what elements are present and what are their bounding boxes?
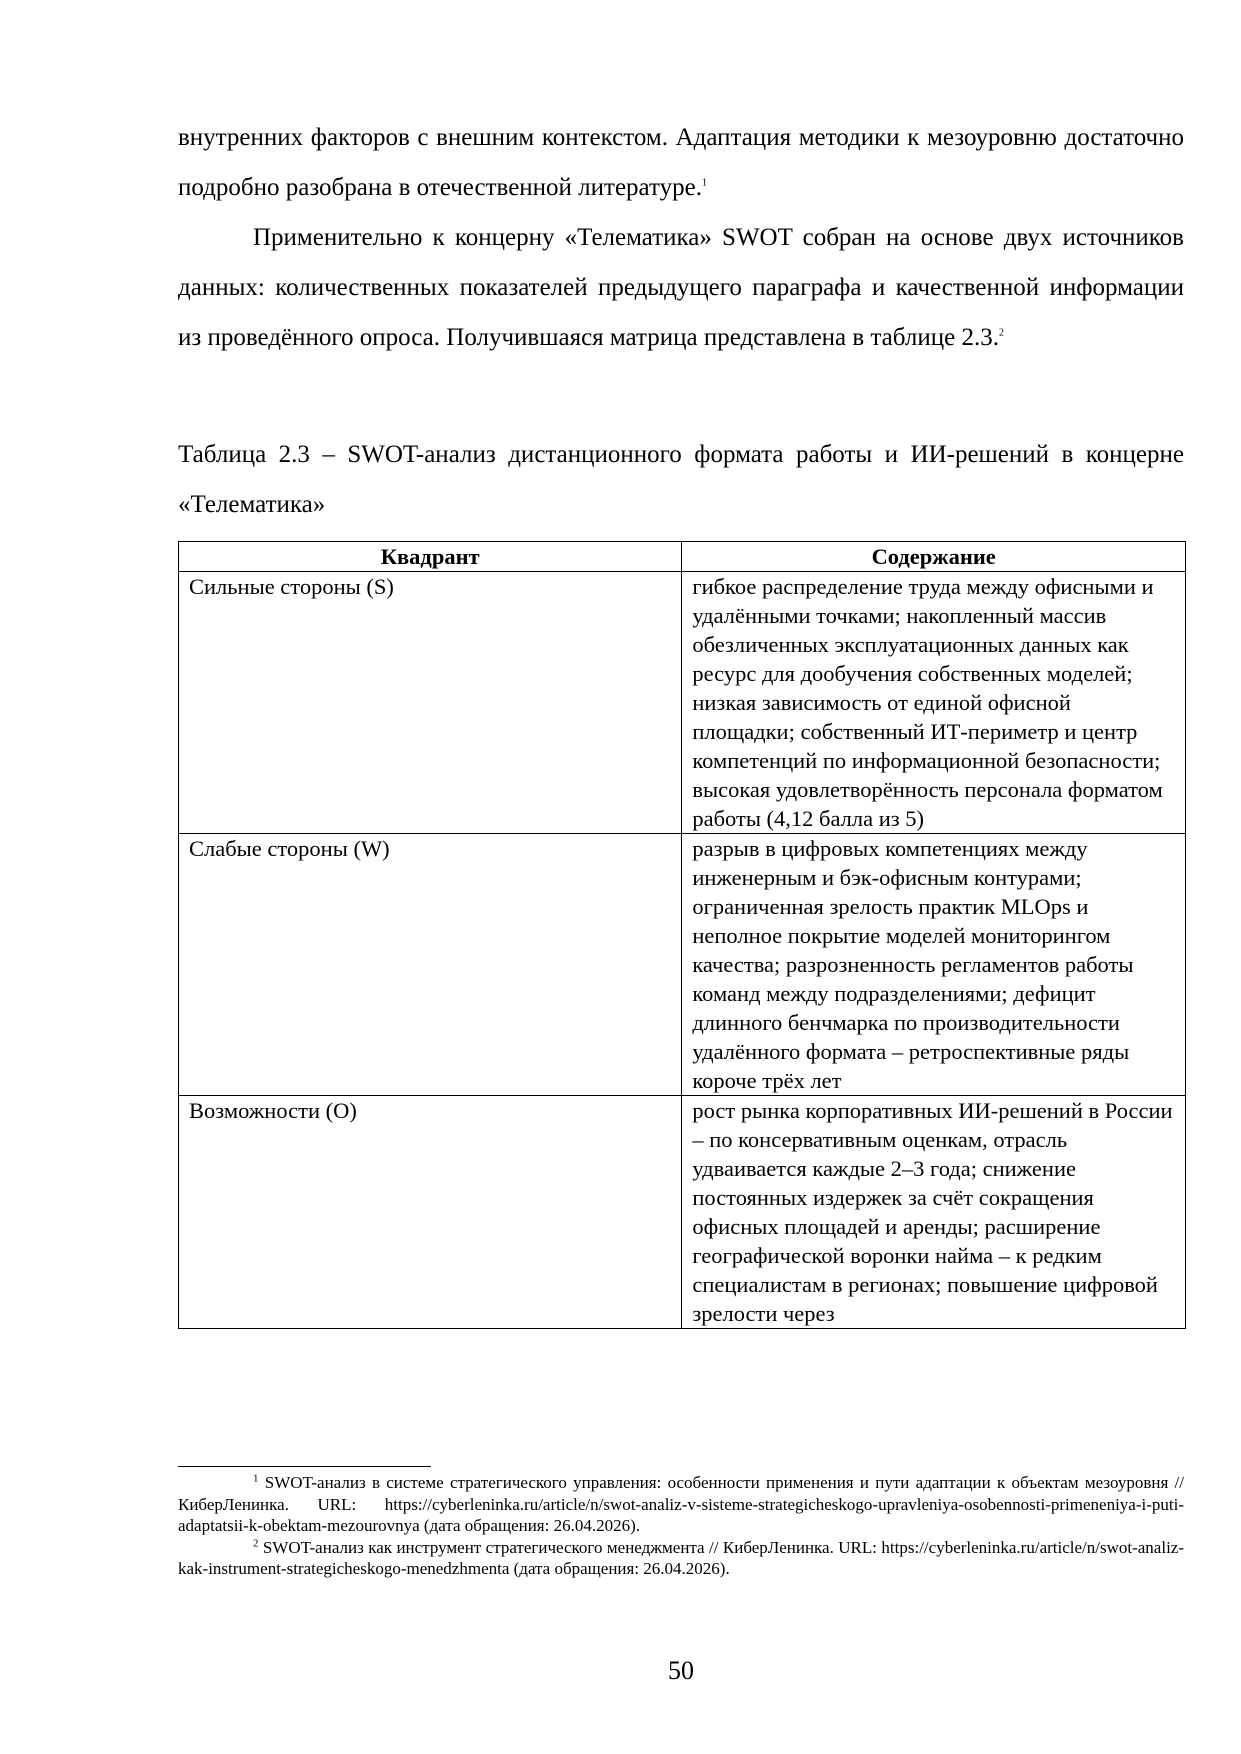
table-row-opportunities	[179, 1096, 1186, 1329]
swot-table	[178, 541, 1186, 1329]
quadrant-cell: Слабые стороны (W)	[179, 834, 682, 1096]
paragraph-1	[178, 113, 1184, 213]
table-header-row	[179, 542, 1186, 572]
page-number: 50	[668, 1656, 694, 1685]
table-caption	[178, 430, 1184, 530]
header-quadrant: Квадрант	[179, 542, 682, 572]
paragraph-1-text: внутренних факторов с внешним контекстом. Адаптация методики к мезоуровню достаточно подробно разобрана в отечественной литературе.	[178, 124, 1184, 201]
paragraph-2-text: Применительно к концерну «Телематика» SWOT собран на основе двух источников данных: количественных показателей предыдущего параграфа и качественной информации из проведённого опроса. Получившаяся матрица представлена в таблице 2.3.	[178, 224, 1184, 351]
table-row-weaknesses	[179, 834, 1186, 1096]
content-cell: рост рынка корпоративных ИИ-решений в России – по консервативным оценкам, отрасль удваивается каждые 2–3 года; снижение постоянных издержек за счёт сокращения офисных площадей и аренды; расширение географической воронки найма – к редким специалистам в регионах; повышение цифровой зрелости через	[682, 1096, 1186, 1329]
footnote-separator	[178, 1466, 431, 1467]
footnote-1-text[interactable]: SWOT-анализ в системе стратегического управления: особенности применения и пути адаптации к объектам мезоуровня // КиберЛенинка. URL: https://cyberleninka.ru/article/n/swot-analiz-v-sisteme-strategicheskogo-upravleniya-osobennosti-primeneniya-i-puti-adaptatsii-k-obektam-mezourovnya (дата обращения: 26.04.2026).	[178, 1473, 1184, 1535]
table-row-strengths	[179, 572, 1186, 834]
footnote-2	[178, 1537, 1184, 1580]
footnote-ref-2[interactable]: 2	[998, 327, 1004, 339]
footnote-1	[178, 1472, 1184, 1537]
quadrant-cell: Сильные стороны (S)	[179, 572, 682, 834]
footnote-ref-1[interactable]: 1	[701, 177, 707, 189]
body-text	[178, 113, 1184, 363]
table-caption-text: Таблица 2.3 – SWOT-анализ дистанционного формата работы и ИИ-решений в концерне «Телематика»	[178, 441, 1184, 518]
footnotes	[178, 1472, 1184, 1580]
quadrant-cell: Возможности (O)	[179, 1096, 682, 1329]
footnote-mark-1: 1	[253, 1472, 259, 1485]
footnote-2-text[interactable]: SWOT-анализ как инструмент стратегического менеджмента // КиберЛенинка. URL: https://cyberleninka.ru/article/n/swot-analiz-kak-instrument-strategicheskogo-menedzhmenta (дата обращения: 26.04.2026).	[178, 1537, 1185, 1578]
header-content: Содержание	[682, 542, 1186, 572]
footnote-mark-2: 2	[253, 1536, 259, 1549]
content-cell: разрыв в цифровых компетенциях между инженерным и бэк-офисным контурами; ограниченная зрелость практик MLOps и неполное покрытие моделей мониторингом качества; разрозненность регламентов работы команд между подразделениями; дефицит длинного бенчмарка по производительности удалённого формата – ретроспективные ряды короче трёх лет	[682, 834, 1186, 1096]
paragraph-2	[178, 213, 1184, 363]
content-cell: гибкое распределение труда между офисными и удалёнными точками; накопленный массив обезличенных эксплуатационных данных как ресурс для дообучения собственных моделей; низкая зависимость от единой офисной площадки; собственный ИТ-периметр и центр компетенций по информационной безопасности; высокая удовлетворённость персонала форматом работы (4,12 балла из 5)	[682, 572, 1186, 834]
